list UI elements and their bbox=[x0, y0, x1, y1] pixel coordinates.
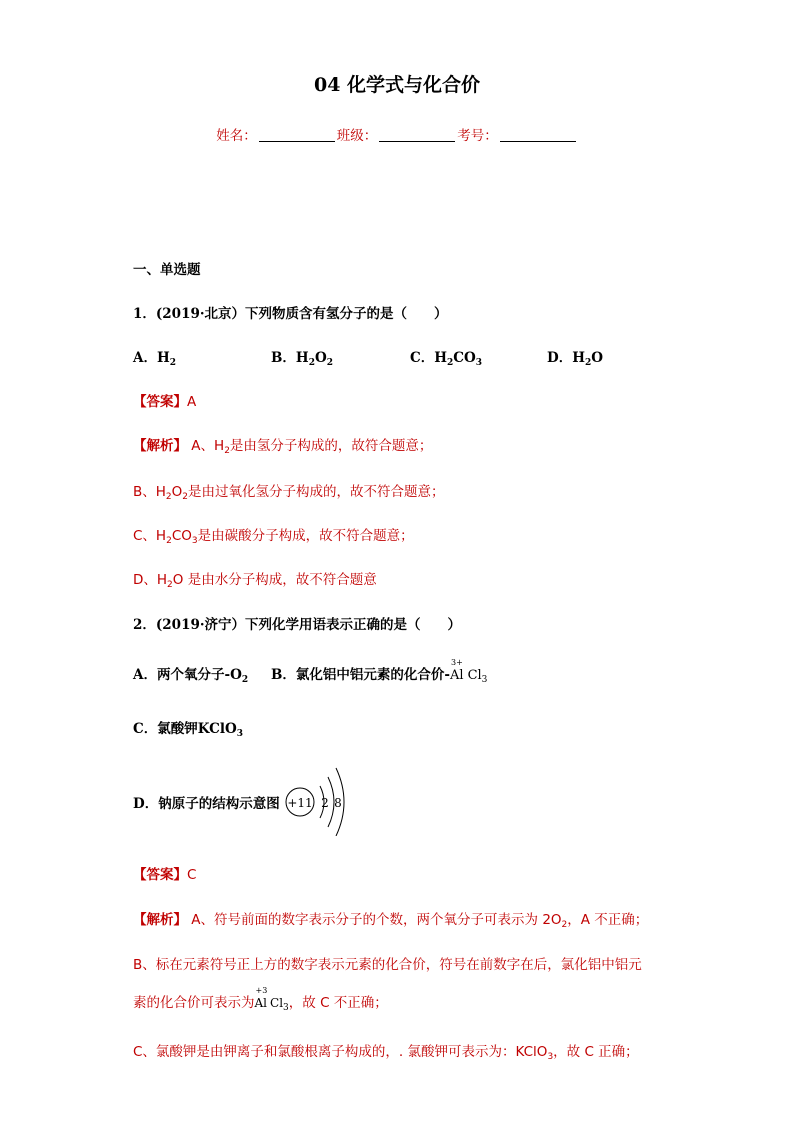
name-blank bbox=[259, 141, 335, 142]
q1-answer: 【答案】A bbox=[133, 394, 197, 410]
question-2-stem: 2．(2019·济宁）下列化学用语表示正确的是（ ） bbox=[133, 617, 462, 633]
q1-analysis-a: 【解析】 A、$H_2$是由氢分子构成的，故符合题意； bbox=[133, 438, 433, 456]
q2-analysis-b-line2: 素的化合价可表示为 +3 Al $Cl_3$，故 C 不正确； bbox=[133, 986, 388, 1013]
electron-count-1: 2 bbox=[321, 796, 329, 810]
electron-count-2: 8 bbox=[334, 796, 342, 810]
section-heading: 一、单选题 bbox=[133, 262, 201, 278]
q2-answer: 【答案】C bbox=[133, 867, 197, 883]
q2-analysis-a: 【解析】 A、符号前面的数字表示分子的个数，两个氧分子可表示为 $2O_2$，A 不正确； bbox=[133, 912, 649, 930]
q2-option-c: C．氯酸钾KClO$_3$ bbox=[133, 721, 244, 739]
student-info-line bbox=[0, 124, 794, 144]
q1-option-b: B．$H_2O_2$ bbox=[271, 350, 333, 368]
id-blank bbox=[500, 141, 576, 142]
q1-option-c: C．$H_2CO_3$ bbox=[410, 350, 483, 368]
q2-analysis-c: C、氯酸钾是由钾离子和氯酸根离子构成的，. 氯酸钾可表示为：KClO$_3$，故 C 正确； bbox=[133, 1044, 639, 1062]
electron-shell-2 bbox=[328, 777, 334, 827]
q1-analysis-c: C、$H_2CO_3$是由碳酸分子构成，故不符合题意； bbox=[133, 528, 414, 546]
q1-option-d: D．$H_2O$ bbox=[547, 350, 604, 368]
q2-analysis-b-line1: B、标在元素符号正上方的数字表示元素的化合价，符号在前数字在后，氯化铝中铝元 bbox=[133, 957, 642, 973]
nucleus-charge: +11 bbox=[287, 796, 313, 810]
class-blank bbox=[379, 141, 455, 142]
class-label: 班级： bbox=[336, 128, 378, 144]
id-label: 考号： bbox=[457, 128, 498, 144]
q2-option-a: A．两个氧分子$-O_2$ bbox=[133, 667, 249, 685]
q2-option-d: D．钠原子的结构示意图 bbox=[133, 796, 280, 812]
question-1-stem: 1．(2019·北京）下列物质含有氢分子的是（ ） bbox=[133, 306, 448, 322]
q1-option-a: A．$H_2$ bbox=[133, 350, 177, 368]
page-title: 04 化学式与化合价 bbox=[313, 74, 481, 96]
sodium-atom-diagram bbox=[282, 764, 362, 836]
name-label: 姓名： bbox=[216, 128, 257, 144]
q2-option-b: B．氯化铝中铝元素的化合价- 3+ Al $Cl_3$ bbox=[271, 658, 488, 685]
q1-analysis-d: D、$H_2O$ 是由水分子构成，故不符合题意 bbox=[133, 572, 377, 590]
q1-analysis-b: B、$H_2O_2$是由过氧化氢分子构成的，故不符合题意； bbox=[133, 484, 445, 502]
